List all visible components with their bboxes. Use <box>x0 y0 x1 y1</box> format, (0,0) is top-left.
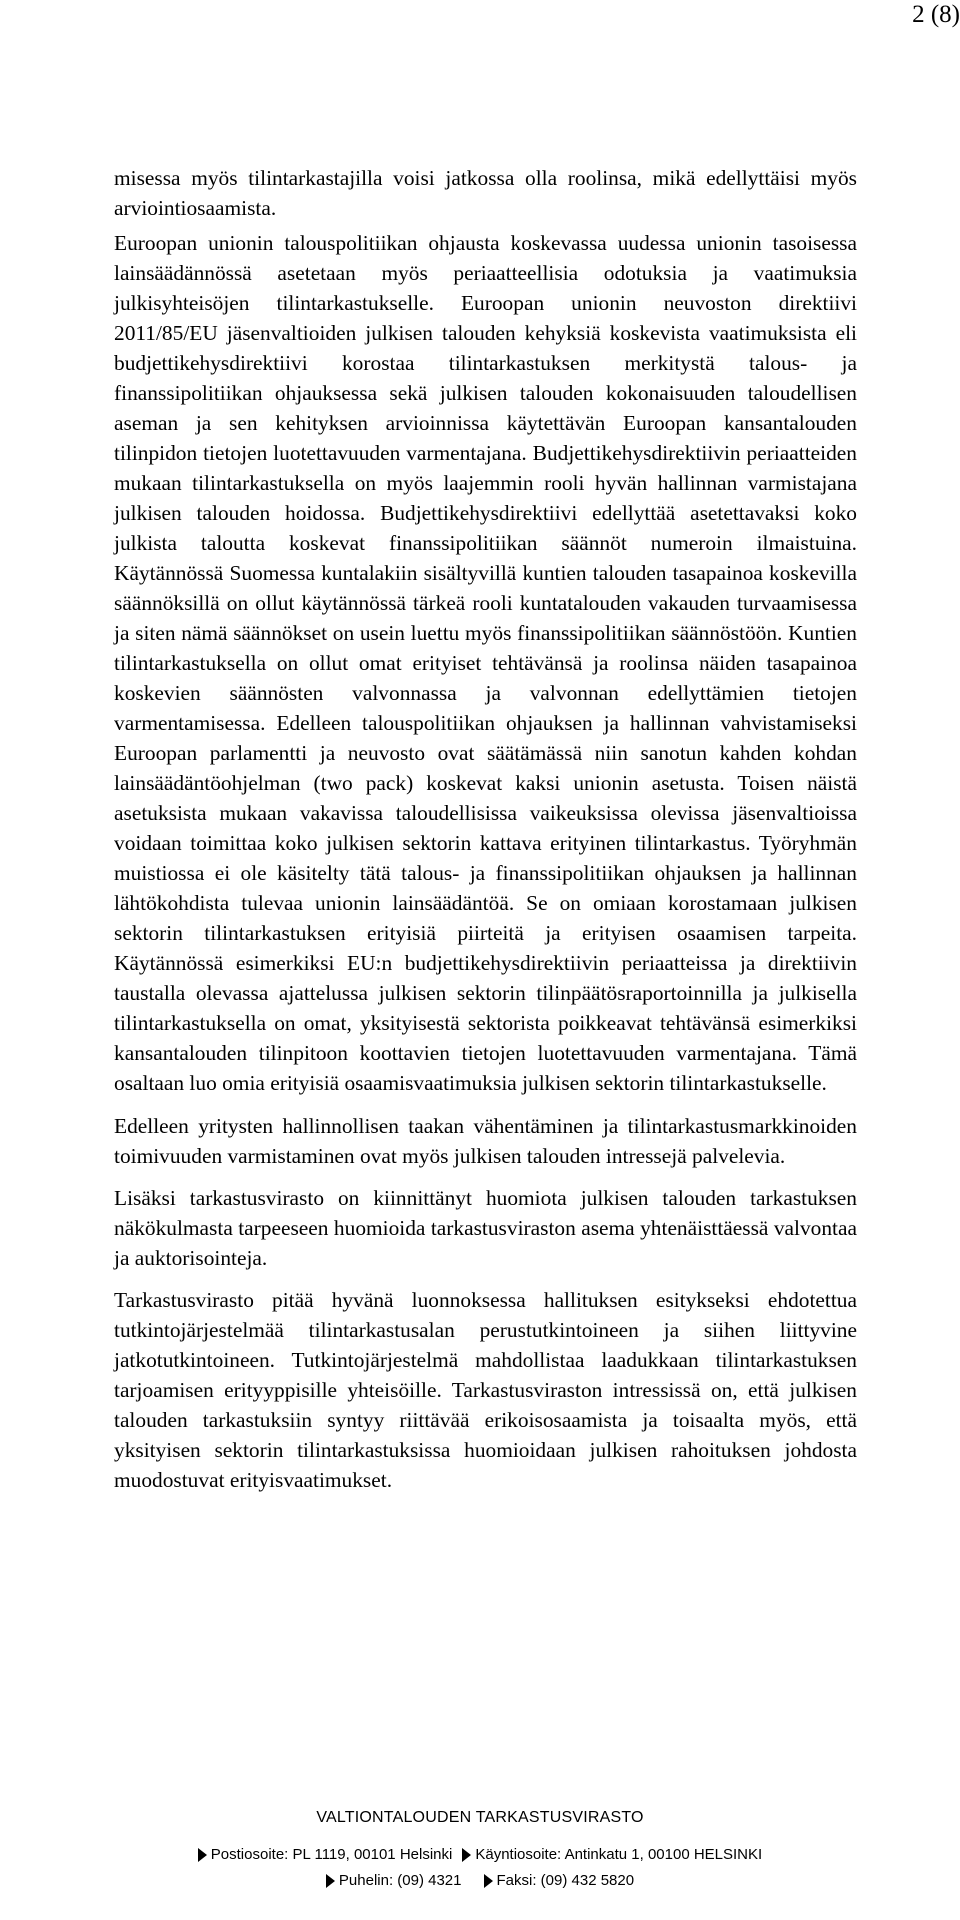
arrow-right-icon <box>326 1874 335 1888</box>
arrow-right-icon <box>484 1874 493 1888</box>
paragraph: Edelleen yritysten hallinnollisen taakan vähentäminen ja tilintarkastusmarkkinoiden toimivuuden varmistaminen ovat myös julkisen talouden intressejä palvelevia. <box>114 1114 857 1168</box>
footer-fax <box>484 1871 635 1891</box>
footer-postal-address <box>198 1845 453 1865</box>
fax-text: Faksi: (09) 432 5820 <box>496 1872 635 1889</box>
paragraph: misessa myös tilintarkastajilla voisi jatkossa olla roolinsa, mikä edellyttäisi myös arviointiosaamista. <box>114 166 857 220</box>
footer-contact-row <box>0 1871 960 1891</box>
arrow-right-icon <box>198 1848 207 1862</box>
phone-text: Puhelin: (09) 4321 <box>338 1872 462 1889</box>
paragraph: Euroopan unionin talouspolitiikan ohjausta koskevassa uudessa unionin tasoisessa lainsäädännössä asetetaan myös periaatteellisia odotuksia ja vaatimuksia julkisyhteisöjen tilintarkastukselle. Euroopan unionin neuvoston direktiivi 2011/85/EU jäsenvaltioiden julkisen talouden kehyksiä koskevista vaatimuksista eli budjettikehysdirektiivi korostaa tilintarkastuksen merkitystä talous- ja finanssipolitiikan ohjauksessa sekä julkisen talouden kokonaisuuden taloudellisen aseman ja sen kehityksen arvioinnissa käytettävän Euroopan kansantalouden tilinpidon tietojen luotettavuuden varmentajana. Budjettikehysdirektiivin periaatteiden mukaan tilintarkastuksella on myös laajemmin rooli hyvän hallinnan varmistajana julkisen talouden hoidossa. Budjettikehysdirektiivi edellyttää asetettavaksi koko julkista taloutta koskevat finanssipolitiikan säännöt numeroin ilmaistuina. Käytännössä Suomessa kuntalakiin sisältyvillä kuntien talouden tasapainoa koskevilla säännöksillä on ollut käytännössä tärkeä rooli kuntatalouden vakauden turvaamisessa ja siten nämä säännökset on usein luettu myös finanssipolitiikan säännöstöön. Kuntien tilintarkastuksella on ollut omat erityiset tehtävänsä ja roolinsa näiden tasapainoa koskevien säännösten valvonnassa ja valvonnan edellyttämien tietojen varmentamisessa. Edelleen talouspolitiikan ohjauksen ja hallinnan vahvistamiseksi Euroopan parlamentti ja neuvosto ovat säätämässä niin sanotun kahden kohdan lainsäädäntöohjelman (two pack) koskevat kaksi unionin asetusta. Toisen näistä asetuksista mukaan vakavissa taloudellisissa vaikeuksissa olevissa jäsenvaltioissa voidaan toimittaa koko julkisen sektorin kattava erityinen tilintarkastus. Työryhmän muistiossa ei ole käsitelty tätä talous- ja finanssipolitiikan ohjauksen ja hallinnan lähtökohdista tulevaa unionin lainsäädäntöä. Se on omiaan korostamaan julkisen sektorin tilintarkastuksen erityisiä piirteitä ja erityisen osaamisen tarpeita. Käytännössä esimerkiksi EU:n budjettikehysdirektiivin periaatteissa ja direktiivin taustalla olevassa ajattelussa julkisen sektorin tilinpäätösraportoinnilla ja julkisella tilintarkastuksella on omat, yksityisestä sektorista poikkeavat tehtävänsä esimerkiksi kansantalouden tilinpitoon koottavien tietojen luotettavuuden varmentajana. Tämä osaltaan luo omia erityisiä osaamisvaatimuksia julkisen sektorin tilintarkastukselle. <box>114 231 857 1095</box>
postal-address-text: Postiosoite: PL 1119, 00101 Helsinki <box>210 1846 453 1863</box>
arrow-right-icon <box>462 1848 471 1862</box>
page-number: 2 (8) <box>912 1 960 28</box>
footer-address-row <box>0 1845 960 1865</box>
paragraph: Tarkastusvirasto pitää hyvänä luonnoksessa hallituksen esitykseksi ehdotettua tutkintojärjestelmää tilintarkastusalan perustutkintoineen ja siihen liittyvine jatkotutkintoineen. Tutkintojärjestelmä mahdollistaa laadukkaan tilintarkastuksen tarjoamisen erityyppisille yhteisöille. Tarkastusviraston intressissä on, että julkisen talouden tarkastuksiin syntyy riittävää erikoisosaamista ja toisaalta myös, että yksityisen sektorin tilintarkastuksissa huomioidaan julkisen rahoituksen johdosta muodostuvat erityisvaatimukset. <box>114 1288 857 1492</box>
footer-organization: VALTIONTALOUDEN TARKASTUSVIRASTO <box>316 1809 644 1826</box>
paragraph: Lisäksi tarkastusvirasto on kiinnittänyt huomiota julkisen talouden tarkastuksen näkökulmasta tarpeeseen huomioida tarkastusviraston asema yhtenäisttäessä valvontaa ja auktorisointeja. <box>114 1186 857 1270</box>
visiting-address-text: Käyntiosoite: Antinkatu 1, 00100 HELSINKI <box>475 1846 763 1863</box>
document-body <box>114 163 857 1508</box>
footer-visiting-address <box>462 1845 762 1865</box>
footer-phone <box>326 1871 462 1891</box>
